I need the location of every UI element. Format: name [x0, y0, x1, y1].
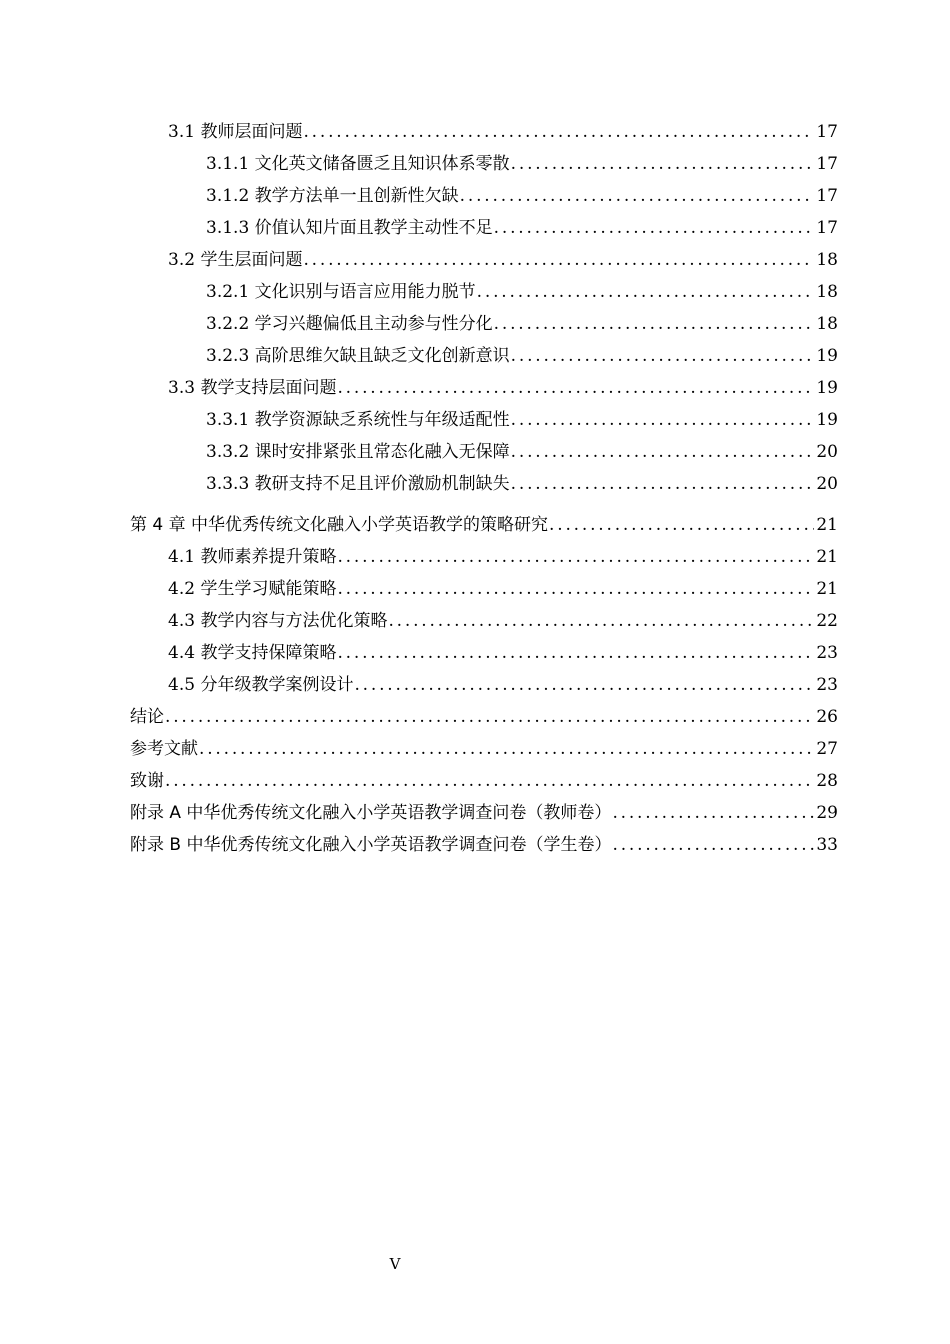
toc-entry-3-1[interactable] [130, 116, 838, 148]
toc-page-number: 23 [816, 675, 838, 695]
footer-page-number: V [389, 1255, 401, 1273]
toc-leader-dots [612, 797, 814, 829]
toc-page-number: 33 [816, 835, 838, 855]
toc-leader-dots [549, 509, 814, 541]
toc-entry-3-1-3[interactable] [130, 212, 838, 244]
toc-page-number: 18 [816, 314, 838, 334]
toc-leader-dots [303, 244, 814, 276]
toc-page-number: 27 [816, 739, 838, 759]
toc-page-number: 17 [816, 186, 838, 206]
toc-leader-dots [337, 541, 814, 573]
toc-entry-label: 3.3.2 课时安排紧张且常态化融入无保障 [206, 442, 510, 462]
toc-entry-label: 4.2 学生学习赋能策略 [168, 579, 337, 599]
toc-page-number: 26 [816, 707, 838, 727]
toc-leader-dots [511, 404, 815, 436]
toc-leader-dots [511, 436, 815, 468]
toc-entry-conclusion[interactable] [130, 701, 838, 733]
toc-leader-dots [460, 180, 815, 212]
toc-page-number: 28 [816, 771, 838, 791]
toc-leader-dots [354, 669, 814, 701]
toc-entry-label: 附录 B 中华优秀传统文化融入小学英语教学调查问卷（学生卷） [130, 835, 612, 855]
toc-page-number: 29 [816, 803, 838, 823]
toc-entry-4-4[interactable] [130, 637, 838, 669]
toc-entry-label: 3.2.1 文化识别与语言应用能力脱节 [206, 282, 476, 302]
toc-leader-dots [337, 637, 814, 669]
toc-page-number: 17 [816, 122, 838, 142]
toc-page-number: 17 [816, 154, 838, 174]
toc-entry-3-2[interactable] [130, 244, 838, 276]
toc-entry-label: 3.2 学生层面问题 [168, 250, 303, 270]
toc-entry-label: 3.2.3 高阶思维欠缺且缺乏文化创新意识 [206, 346, 510, 366]
toc-entry-label: 4.1 教师素养提升策略 [168, 547, 337, 567]
toc-leader-dots [612, 829, 814, 861]
toc-entry-label: 3.3.3 教研支持不足且评价激励机制缺失 [206, 474, 510, 494]
toc-entry-3-2-1[interactable] [130, 276, 838, 308]
toc-page-number: 17 [816, 218, 838, 238]
toc-entry-4-1[interactable] [130, 541, 838, 573]
toc-page-number: 19 [816, 378, 838, 398]
toc-entry-3-1-1[interactable] [130, 148, 838, 180]
toc-entry-label: 3.1 教师层面问题 [168, 122, 303, 142]
toc-entry-appendix-a[interactable] [130, 797, 838, 829]
toc-page-number: 19 [816, 410, 838, 430]
toc-leader-dots [337, 573, 814, 605]
toc-entry-3-3-1[interactable] [130, 404, 838, 436]
toc-page-number: 18 [816, 282, 838, 302]
toc-entry-label: 3.1.1 文化英文储备匮乏且知识体系零散 [206, 154, 510, 174]
toc-leader-dots [388, 605, 814, 637]
toc-leader-dots [511, 340, 815, 372]
table-of-contents [130, 116, 838, 861]
toc-entry-label: 附录 A 中华优秀传统文化融入小学英语教学调查问卷（教师卷） [130, 803, 612, 823]
toc-leader-dots [303, 116, 814, 148]
toc-page-number: 18 [816, 250, 838, 270]
toc-entry-label: 4.5 分年级教学案例设计 [168, 675, 354, 695]
toc-page-number: 21 [816, 515, 838, 535]
toc-leader-dots [494, 212, 815, 244]
toc-page-number: 21 [816, 579, 838, 599]
toc-entry-label: 结论 [130, 707, 164, 727]
toc-entry-label: 4.3 教学内容与方法优化策略 [168, 611, 388, 631]
toc-page-number: 20 [816, 474, 838, 494]
toc-page-number: 19 [816, 346, 838, 366]
toc-entry-references[interactable] [130, 733, 838, 765]
toc-leader-dots [494, 308, 815, 340]
toc-leader-dots [165, 765, 814, 797]
toc-entry-acknowledgements[interactable] [130, 765, 838, 797]
toc-leader-dots [165, 701, 814, 733]
toc-entry-3-3-3[interactable] [130, 468, 838, 500]
toc-entry-4-2[interactable] [130, 573, 838, 605]
toc-entry-label: 3.1.2 教学方法单一且创新性欠缺 [206, 186, 459, 206]
toc-leader-dots [477, 276, 815, 308]
toc-entry-4-3[interactable] [130, 605, 838, 637]
toc-leader-dots [199, 733, 814, 765]
toc-page-number: 23 [816, 643, 838, 663]
toc-entry-label: 致谢 [130, 771, 164, 791]
toc-page-number: 21 [816, 547, 838, 567]
toc-entry-3-3-2[interactable] [130, 436, 838, 468]
toc-page-number: 22 [816, 611, 838, 631]
toc-entry-3-2-2[interactable] [130, 308, 838, 340]
toc-leader-dots [337, 372, 814, 404]
toc-entry-label: 3.3.1 教学资源缺乏系统性与年级适配性 [206, 410, 510, 430]
toc-entry-3-3[interactable] [130, 372, 838, 404]
toc-leader-dots [511, 468, 815, 500]
toc-entry-label: 3.3 教学支持层面问题 [168, 378, 337, 398]
toc-entry-label: 参考文献 [130, 739, 198, 759]
toc-entry-3-2-3[interactable] [130, 340, 838, 372]
toc-entry-3-1-2[interactable] [130, 180, 838, 212]
toc-entry-appendix-b[interactable] [130, 829, 838, 861]
toc-entry-label: 第 4 章 中华优秀传统文化融入小学英语教学的策略研究 [130, 515, 549, 535]
toc-entry-4-5[interactable] [130, 669, 838, 701]
toc-entry-label: 3.2.2 学习兴趣偏低且主动参与性分化 [206, 314, 493, 334]
toc-entry-label: 4.4 教学支持保障策略 [168, 643, 337, 663]
toc-entry-label: 3.1.3 价值认知片面且教学主动性不足 [206, 218, 493, 238]
toc-entry-chapter-4[interactable] [130, 509, 838, 541]
toc-leader-dots [511, 148, 815, 180]
toc-page-number: 20 [816, 442, 838, 462]
